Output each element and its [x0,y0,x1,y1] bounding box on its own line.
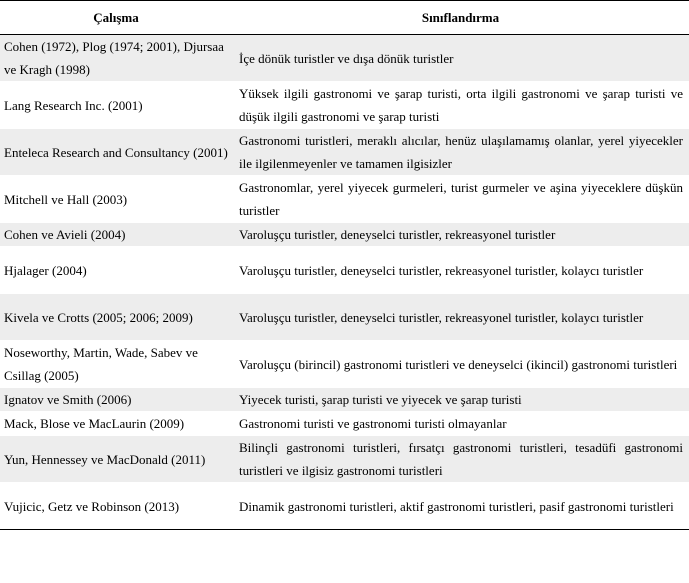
classification-cell: Bilinçli gastronomi turistleri, fırsatçı gastronomi turistleri, tesadüfi gastronomi turistleri ve ilgisiz gastronomi turistleri [232,436,689,483]
study-cell: Mitchell ve Hall (2003) [4,191,128,207]
study-cell: Enteleca Research and Consultancy (2001) [0,129,232,176]
classification-cell: Dinamik gastronomi turistleri, aktif gastronomi turistleri, pasif gastronomi turistleri [239,498,674,514]
table-row [0,436,689,483]
table-row [0,341,689,388]
study-cell: Ignatov ve Smith (2006) [0,388,232,412]
table-row [0,294,689,341]
classification-cell: Varoluşçu turistler, deneyselci turistler, rekreasyonel turistler [232,223,689,247]
study-cell: Vujicic, Getz ve Robinson (2013) [4,498,180,514]
header-study: Çalışma [93,9,139,25]
table-row [0,82,689,129]
table-row [0,483,689,530]
table-row [0,247,689,294]
header-classification: Sınıflandırma [421,9,500,25]
study-cell: Yun, Hennessey ve MacDonald (2011) [0,436,232,483]
study-cell: Cohen (1972), Plog (1974; 2001), Djursaa ve Kragh (1998) [0,35,232,82]
study-cell: Lang Research Inc. (2001) [4,97,143,113]
classification-cell: Gastronomlar, yerel yiyecek gurmeleri, turist gurmeler ve aşina yiyeceklere düşkün turistler [239,180,683,218]
table-row [0,35,689,82]
study-cell: Mack, Blose ve MacLaurin (2009) [4,416,185,431]
study-cell: Cohen ve Avieli (2004) [0,223,232,247]
study-cell: Kivela ve Crotts (2005; 2006; 2009) [0,294,232,341]
table-row [0,388,689,412]
classification-cell: İçe dönük turistler ve dışa dönük turistler [232,35,689,82]
classification-cell: Gastronomi turisti ve gastronomi turisti olmayanlar [239,416,507,431]
classification-cell: Varoluşçu (birincil) gastronomi turistleri ve deneyselci (ikincil) gastronomi turistleri [239,356,678,372]
table-row [0,176,689,223]
classification-cell: Yiyecek turisti, şarap turisti ve yiyecek ve şarap turisti [232,388,689,412]
table-header-row [0,1,689,35]
classification-cell: Varoluşçu turistler, deneyselci turistler, rekreasyonel turistler, kolaycı turistler [232,294,689,341]
study-cell: Noseworthy, Martin, Wade, Sabev ve Csillag (2005) [4,345,198,383]
classification-cell: Gastronomi turistleri, meraklı alıcılar, henüz ulaşılamamış olanlar, yerel yiyecekler ile ilgilenmeyenler ve tamamen ilgisizler [232,129,689,176]
table-row [0,223,689,247]
table-row [0,129,689,176]
classification-cell: Varoluşçu turistler, deneyselci turistler, rekreasyonel turistler, kolaycı turistler [239,262,644,278]
classification-cell: Yüksek ilgili gastronomi ve şarap turisti, orta ilgili gastronomi ve şarap turisti ve düşük ilgili gastronomi ve şarap turisti [239,86,683,124]
study-cell: Hjalager (2004) [4,262,87,278]
table-row [0,412,689,436]
